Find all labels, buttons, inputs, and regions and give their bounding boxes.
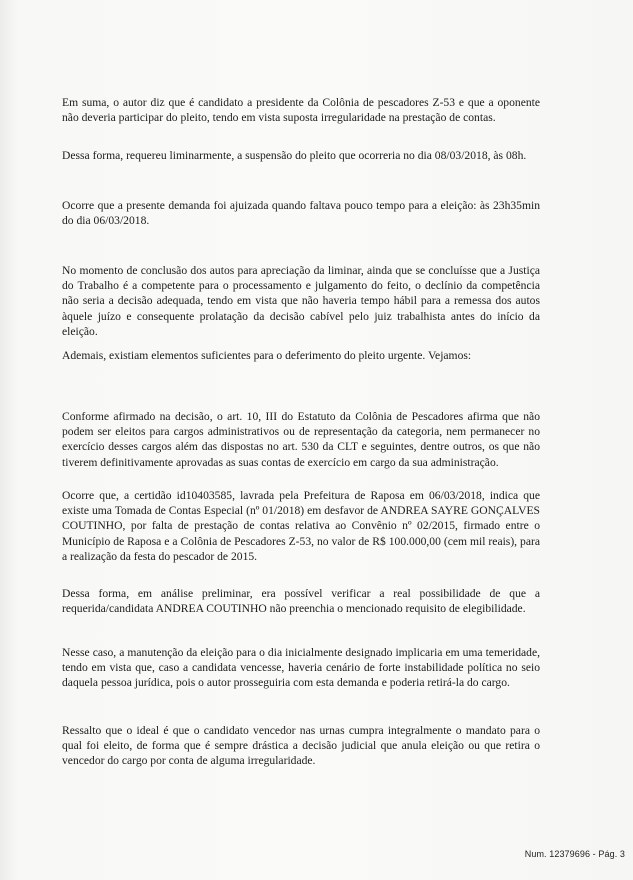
paragraph-mandate: Ressalto que o ideal é que o candidato vencedor nas urnas cumpra integralmente o mandato para o qual foi eleito, de forma que é sempre drástica a decisão judicial que anula eleição ou que retira o vencedor do cargo por conta de alguma irregularidade. <box>62 724 540 768</box>
paragraph-summary: Em suma, o autor diz que é candidato a presidente da Colônia de pescadores Z-53 e que a oponente não deveria participar do pleito, tendo em vista suposta irregularidade na prestação de contas. <box>62 96 540 125</box>
paragraph-request: Dessa forma, requereu liminarmente, a suspensão do pleito que ocorreria no dia 08/03/2018, às 08h. <box>62 149 527 162</box>
paragraph-competence: No momento de conclusão dos autos para apreciação da liminar, ainda que se concluísse que a Justiça do Trabalho é a competente para o processamento e julgamento do feito, o declínio da competência não seria a decisão adequada, tendo em vista que não haveria tempo hábil para a remessa dos autos àquele juízo e consequente prolatação da decisão cabível pelo juiz trabalhista antes do início da eleição. <box>62 264 540 338</box>
paragraph-filing-time: Ocorre que a presente demanda foi ajuizada quando faltava pouco tempo para a eleição: às 23h35min do dia 06/03/2018. <box>62 199 540 228</box>
paragraph-statute: Conforme afirmado na decisão, o art. 10, III do Estatuto da Colônia de Pescadores afirma que não podem ser eleitos para cargos administrativos ou de representação da categoria, nem permanecer no exercício desses cargos além das dispostas no art. 530 da CLT e seguintes, dentre outros, os que não tiverem definitivamente aprovadas as suas contas de exercício em cargo da sua administração. <box>62 410 540 469</box>
paragraph-elements: Ademais, existiam elementos suficientes para o deferimento do pleito urgente. Vejamos: <box>62 349 472 362</box>
paragraph-preliminary-analysis: Dessa forma, em análise preliminar, era possível verificar a real possibilidade de que a requerida/candidata ANDREA COUTINHO não preenchia o mencionado requisito de elegibilidade. <box>62 587 540 616</box>
paragraph-certificate: Ocorre que, a certidão id10403585, lavrada pela Prefeitura de Raposa em 06/03/2018, indica que existe uma Tomada de Contas Especial (nº 01/2018) em desfavor de ANDREA SAYRE GONÇALVES COUTINHO, por falta de prestação de contas relativa ao Convênio nº 02/2015, firmado entre o Município de Raposa e a Colônia de Pescadores Z-53, no valor de R$ 100.000,00 (cem mil reais), para a realização da festa do pescador de 2015. <box>62 489 540 563</box>
paragraph-risk: Nesse caso, a manutenção da eleição para o dia inicialmente designado implicaria em uma temeridade, tendo em vista que, caso a candidata vencesse, haveria cenário de forte instabilidade política no seio daquela pessoa jurídica, pois o autor prosseguiria com esta demanda e poderia retirá-la do cargo. <box>62 646 540 690</box>
page-footer: Num. 12379696 - Pág. 3 <box>524 849 625 859</box>
